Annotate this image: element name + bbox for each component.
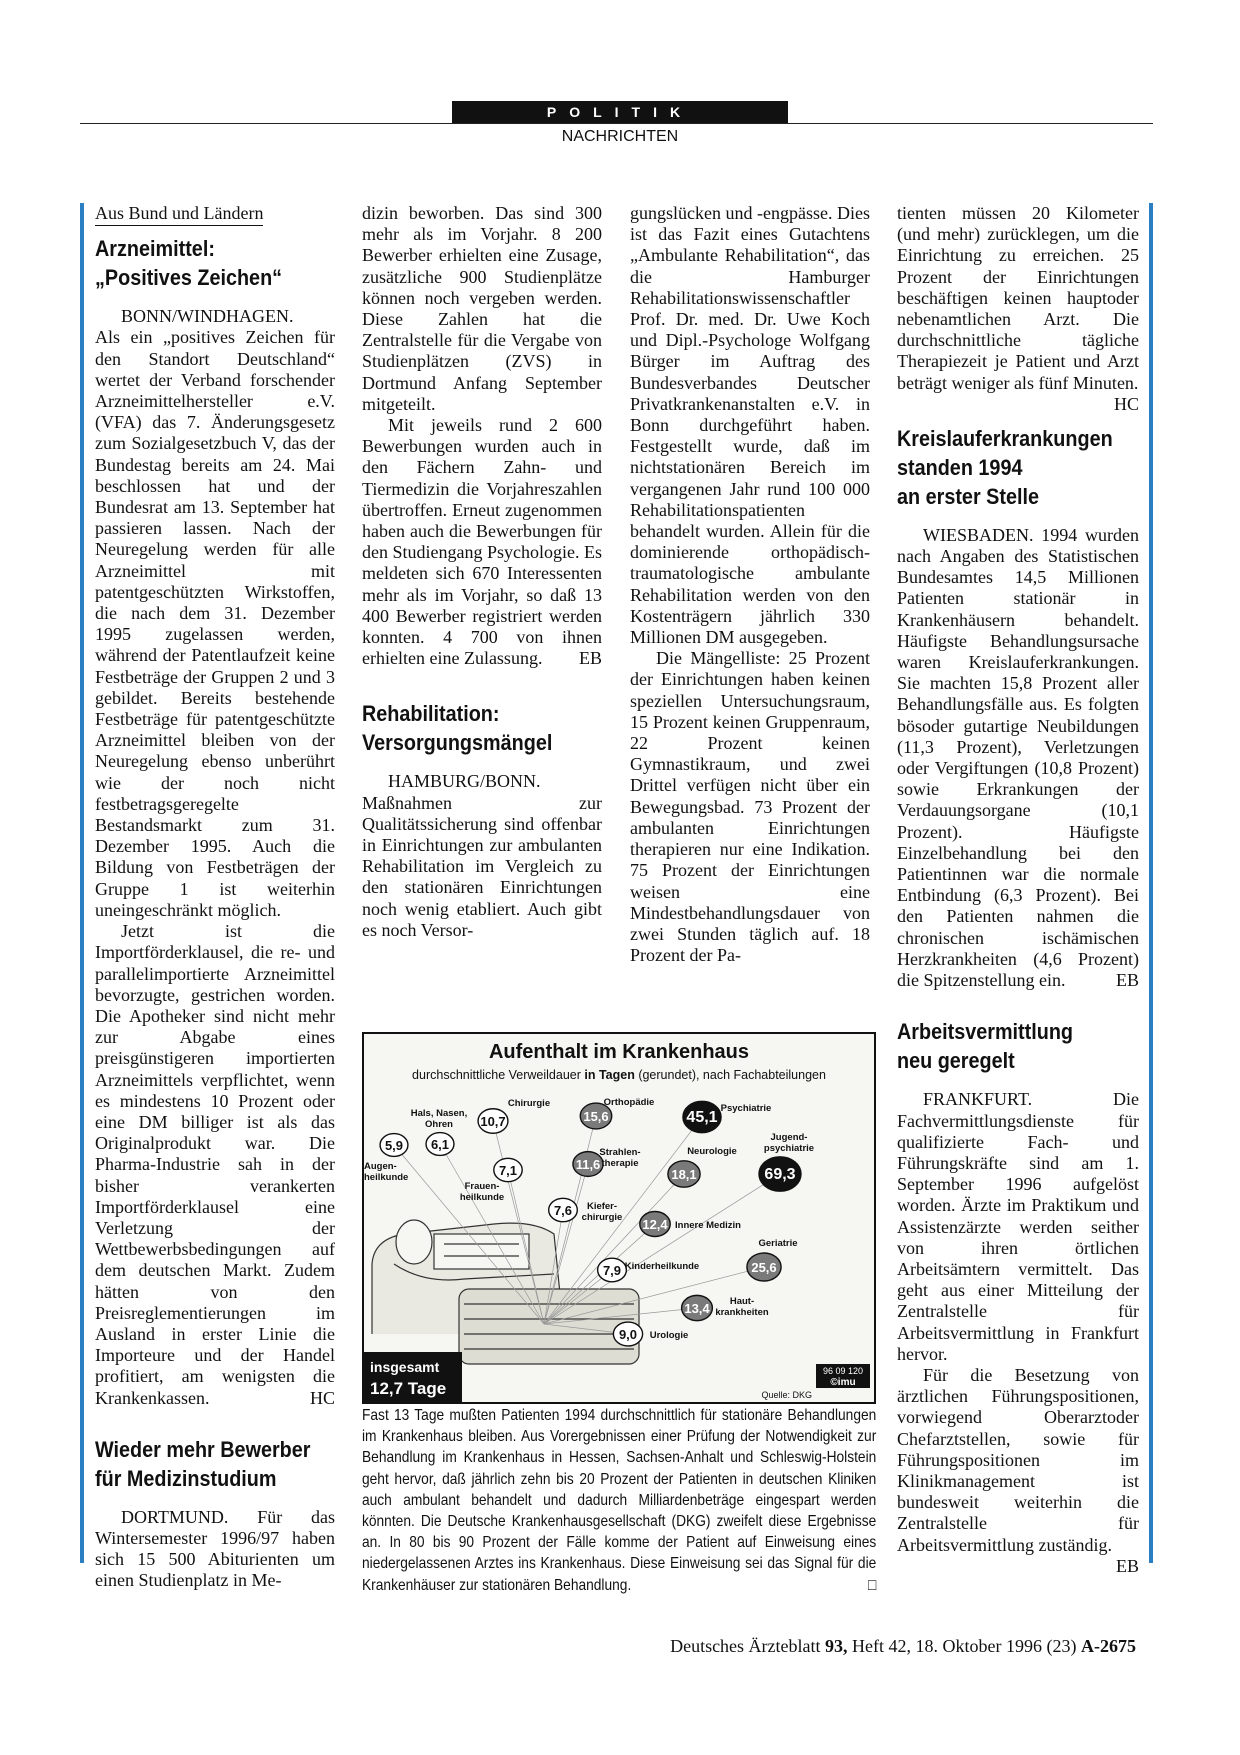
bubble-value: 15,6 — [583, 1109, 609, 1124]
paragraph: gungslücken und -engpässe. Dies ist das Fazit eines Gutachtens „Ambulante Rehabilitation“, das die Hamburger Rehabilitationswissenschaftler Prof. Dr. med. Dr. Uwe Koch und Dipl.-Psychologe Wolfgang Bürger im Auftrag des Bundesverbandes Deutscher Privatkrankenanstalten e.V. in Bonn durchgeführt haben. Festgestellt wurde, daß im nichtstationären Bereich im vergangenen Jahr rund 100 000 Rehabilitationspatienten behandelt wurden. Allein für die dominierende orthopädisch-traumatologische ambulante Rehabilitation werden von den Kostenträgern jährlich 330 Millionen DM ausgegeben. — [630, 203, 870, 648]
graphic-credit: ©imu — [830, 1377, 856, 1388]
paragraph: WIESBADEN. 1994 wurden nach Angaben des Statistischen Bundesamtes 14,5 Millionen Patienten stationär in Krankenhäusern behandelt. Häufigste Behandlungsursache waren Kreislauferkrankungen. Sie machten 15,8 Prozent aller Behandlungsfälle aus. Es folgten bösoder gutartige Neubildungen (11,3 Prozent), Verletzungen oder Vergiftungen (10,8 Prozent) sowie Erkrankungen der Verdauungsorgane (10,1 Prozent). Häufigste Einzelbehandlung bei den Patientinnen war die normale Entbindung (6,3 Prozent). Bei den Patienten nahmen die chronischen ischämischen Herzkrankheiten (4,6 Prozent) die Spitzenstellung ein. EB — [897, 524, 1140, 991]
bubble-chart — [364, 1034, 874, 1402]
headline-rehabilitation: Rehabilitation: Versorgungsmängel — [362, 701, 553, 756]
column-1 — [95, 203, 335, 1592]
column-2 — [362, 203, 602, 941]
bubble-value: 45,1 — [686, 1109, 718, 1126]
headline-bewerber: Wieder mehr Bewerber für Medizinstudium — [95, 1436, 311, 1491]
author-initials: EB — [578, 648, 602, 669]
headline-arbeitsvermittlung: Arbeitsvermittlung neu geregelt — [897, 1019, 1074, 1074]
bubble-label: Strahlen-therapie — [599, 1147, 641, 1169]
headline-arzneimittel: Arzneimittel: „Positives Zeichen“ — [95, 236, 283, 291]
paragraph: dizin beworben. Das sind 300 mehr als im Vorjahr. 8 200 Bewerber erhielten eine Zusage, zusätzliche 900 Studienplätze können noch vergeben werden. Diese Zahlen hat die Zentralstelle für die Vergabe von Studienplätzen (ZVS) in Dortmund Anfang September mitgeteilt. — [362, 203, 602, 414]
bubble-value: 13,4 — [684, 1301, 710, 1316]
bubble-label: Orthopädie — [603, 1097, 655, 1108]
bubble-label: Innere Medizin — [675, 1220, 741, 1231]
infographic — [362, 1032, 876, 1404]
bubble-value: 7,1 — [498, 1163, 518, 1178]
source-note: Quelle: DKG — [761, 1390, 812, 1400]
bubble-label: Kinderheilkunde — [624, 1261, 700, 1272]
dateline: WIESBADEN. — [923, 524, 1034, 545]
bubble-label: Psychiatrie — [720, 1103, 772, 1114]
bubble-label: Jugend-psychiatrie — [763, 1132, 815, 1154]
bubble-label: Neurologie — [687, 1146, 737, 1157]
bubble-value: 11,6 — [575, 1157, 601, 1172]
subsection-label: NACHRICHTEN — [561, 128, 679, 145]
bubble-label: Chirurgie — [507, 1098, 551, 1109]
bubble-value: 12,4 — [642, 1217, 668, 1232]
bubble-label: Haut-krankheiten — [715, 1296, 769, 1318]
bubble-label: Hals, Nasen, Ohren — [410, 1108, 468, 1130]
chart-title: Aufenthalt im Krankenhaus — [488, 1041, 750, 1063]
left-column-rule — [80, 203, 84, 1563]
author-initials: HC — [309, 1387, 335, 1408]
dateline: FRANKFURT. — [923, 1089, 1033, 1110]
right-column-rule — [1149, 203, 1153, 1563]
bubble-label: Frauen-heilkunde — [459, 1181, 505, 1203]
paragraph: Mit jeweils rund 2 600 Bewerbungen wurden auch in den Fächern Zahn- und Tiermedizin die Vorjahreszahlen übertroffen. Erneut zugenommen haben auch die Bewerbungen für den Studiengang Psychologie. Es meldeten sich 670 Interessenten mehr als im Vorjahr, so daß 13 400 Bewerber registriert werden konnten. 4 700 von ihnen erhielten eine Zulassung. EB — [362, 415, 602, 669]
bubble-value: 25,6 — [751, 1260, 777, 1275]
headline-kreislauf: Kreislauferkrankungen standen 1994 an erster Stelle — [897, 425, 1113, 509]
column-3 — [630, 203, 870, 966]
paragraph: DORTMUND. Für das Wintersemester 1996/97 haben sich 15 500 Abiturienten um einen Studienplatz in Me- — [95, 1506, 336, 1591]
paragraph: FRANKFURT. Die Fachvermittlungsdienste für qualifizierte Fach- und Führungskräfte sind am 1. September 1996 aufgelöst worden. Ärzte im Praktikum und Assistenzärzte werden seither von ihren örtlichen Arbeitsämtern vermittelt. Das geht aus einer Mitteilung der Zentralstelle für Arbeitsvermittlung in Frankfurt hervor. — [897, 1089, 1139, 1364]
section-label: POLITIK — [452, 101, 788, 123]
chart-subtitle: durchschnittliche Verweildauer in Tagen (gerundet), nach Fachabteilungen — [412, 1068, 826, 1082]
bubble-label: Kiefer-chirurgie — [581, 1201, 623, 1223]
author-initials: EB — [1115, 970, 1139, 991]
bubble-value: 7,6 — [553, 1203, 573, 1218]
paragraph: Jetzt ist die Importförderklausel, die re- und parallelimportierte Arzneimittel bevorzugte, gestrichen worden. Die Apotheker sind nicht mehr zur Abgabe eines preisgünstigeren importierten Arzneimittels verpflichtet, wenn es mindestens 10 Prozent oder eine DM billiger ist als das Originalprodukt war. Die Pharma-Industrie sah in der bisher verankerten Importförderklausel eine Verletzung der Wettbewerbsbedingungen auf dem deutschen Markt. Zudem hätten von den Preisreglementierungen im Ausland in erster Linie die Importeure und der Handel profitiert, am wenigsten die Krankenkassen. HC — [95, 921, 335, 1408]
header-rule — [80, 123, 1153, 124]
graphic-code: 96 09 120 — [822, 1366, 864, 1376]
bubble-value: 5,9 — [384, 1138, 404, 1153]
bubble-value: 18,1 — [671, 1167, 697, 1182]
dateline: DORTMUND. — [121, 1506, 229, 1527]
bubble-value: 9,0 — [618, 1327, 638, 1342]
figure-caption: Fast 13 Tage mußten Patienten 1994 durchschnittlich für stationäre Behandlungen im Krankenhaus bleiben. Aus Vorergebnissen einer Prüfung der Notwendigkeit zur Behandlung im Krankenhaus in Hessen, Sachsen-Anhalt und Schleswig-Holstein geht hervor, daß jährlich zehn bis 20 Prozent der Patienten in deutschen Kliniken auch ambulant behandelt und dadurch Milliardenbeträge eingespart werden könnten. Die Deutsche Krankenhausgesellschaft (DKG) zweifelt diese Ergebnisse an. In 80 bis 90 Prozent der Fälle komme der Patient auf Einweisung eines niedergelassenen Arztes ins Krankenhaus. Diese Einweisung sei das Signal für die Krankenhäuser zur stationären Behandlung. □ — [362, 1405, 876, 1596]
bubble-label: Augen-heilkunde — [364, 1161, 409, 1183]
total-label: insgesamt — [370, 1359, 440, 1375]
total-value: 12,7 Tage — [370, 1379, 447, 1398]
paragraph: Für die Besetzung von ärztlichen Führungspositionen, vorwiegend Oberarztoder Chefarztstellen, sowie für Führungspositionen im Klinikmanagement ist bundesweit weiterhin die Zentralstelle für Arbeitsvermittlung zuständig. EB — [897, 1364, 1139, 1576]
bubble-value: 7,9 — [602, 1263, 622, 1278]
bubble-label: Urologie — [649, 1330, 689, 1341]
paragraph: Als ein „positives Zeichen für den Standort Deutschland“ wertet der Verband forschender Arzneimittelhersteller e.V. (VFA) das 7. Änderungsgesetz zum Sozialgesetzbuch V, das der Bundestag bereits am 24. Mai beschlossen hat und der Bundesrat am 13. September hat passieren lassen. Nach der Neuregelung werden für alle Arzneimittel mit patentgeschützten Wirkstoffen, die nach dem 31. Dezember 1995 zugelassen werden, während der Patentlaufzeit keine Festbeträge der Gruppen 2 und 3 gebildet. Bereits bestehende Festbeträge für patentgeschützte Arzneimittel bleiben von der Neuregelung ebenso unberührt wie der noch nicht festbetragsgeregelte Bestandsmarkt zum 31. Dezember 1995. Auch die Bildung von Festbeträgen der Gruppe 1 ist weiterhin uneingeschränkt möglich. — [95, 327, 335, 920]
bubble-value: 10,7 — [480, 1114, 506, 1129]
dateline: HAMBURG/BONN. — [388, 771, 541, 792]
author-initials: HC — [1113, 393, 1139, 414]
column-4 — [897, 203, 1139, 1577]
kicker: Aus Bund und Ländern — [95, 203, 263, 226]
author-initials: EB — [1115, 1555, 1139, 1576]
paragraph: tienten müssen 20 Kilometer (und mehr) zurücklegen, um die Einrichtung zu erreichen. 25 Prozent der Einrichtungen beschäftigen keinen hauptoder nebenamtlichen Arzt. Die durchschnittliche tägliche Therapiezeit je Patient und Arzt beträgt weniger als fünf Minuten. HC — [897, 203, 1139, 414]
bubble-value: 6,1 — [430, 1137, 450, 1152]
bubble-value: 69,3 — [764, 1166, 796, 1183]
dateline: BONN/WINDHAGEN. — [121, 306, 294, 327]
paragraph: Maßnahmen zur Qualitätssicherung sind offenbar in Einrichtungen zur ambulanten Rehabilitation im Vergleich zu den stationären Einrichtungen noch wenig etabliert. Auch gibt es noch Versor- — [362, 792, 602, 940]
page-footer: Deutsches Ärzteblatt 93, Heft 42, 18. Oktober 1996 (23) A-2675 — [670, 1636, 1136, 1656]
paragraph: Die Mängelliste: 25 Prozent der Einrichtungen haben keinen speziellen Untersuchungsraum, 15 Prozent keinen Gruppenraum, 22 Prozent keinen Gymnastikraum, und zwei Drittel verfügen nicht über ein Bewegungsbad. 73 Prozent der ambulanten Einrichtungen therapieren nur eine Indikation. 75 Prozent der Einrichtungen weisen eine Mindestbehandlungsdauer von zwei Stunden täglich auf. 18 Prozent der Pa- — [630, 648, 870, 966]
bubble-label: Geriatrie — [758, 1238, 798, 1249]
end-mark: □ — [867, 1576, 877, 1594]
